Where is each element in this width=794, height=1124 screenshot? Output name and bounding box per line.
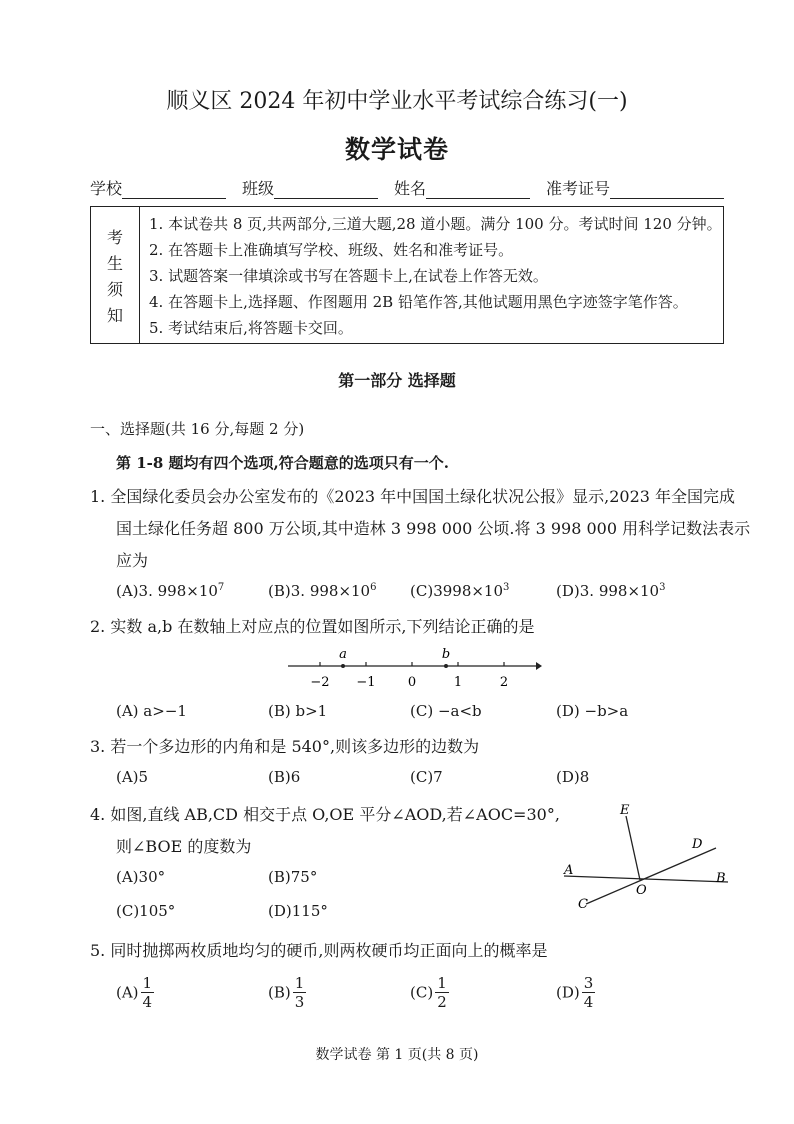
- point-a-label: a: [339, 647, 347, 662]
- q4-option-d: (D)115°: [268, 902, 328, 920]
- q2-option-c: (C) −a<b: [410, 702, 482, 720]
- label-c: C: [578, 897, 588, 912]
- school-field: [90, 176, 226, 199]
- name-label: 姓名: [394, 179, 427, 198]
- ray-oe: [626, 816, 640, 880]
- q4-line: 4. 如图,直线 AB,CD 相交于点 O,OE 平分∠AOD,若∠AOC=30°,: [90, 805, 560, 824]
- notice-list: [149, 211, 722, 341]
- q5-option-d: (D) $\frac{3}{4}$: [556, 974, 594, 1011]
- q1-option-c: $(C)3998\times 10^3$: [410, 582, 510, 600]
- point-b: [444, 664, 448, 668]
- notice-heading: [91, 207, 140, 343]
- line-ab: [564, 876, 728, 882]
- notice-box: [90, 206, 724, 344]
- number-line-figure: [284, 644, 546, 690]
- q4-option-a: (A)30°: [116, 868, 166, 886]
- notice-heading-char: 知: [106, 306, 123, 325]
- exam-subtitle: 数学试卷: [344, 135, 449, 164]
- notice-heading-char: 生: [106, 254, 123, 273]
- tick-label: 2: [499, 675, 509, 690]
- notice-item: 5. 考试结束后,将答题卡交回。: [149, 319, 353, 337]
- q3-option-d: (D)8: [556, 768, 590, 786]
- name-blank: [426, 180, 530, 199]
- label-b: B: [716, 871, 726, 886]
- school-label: 学校: [90, 179, 123, 198]
- q1-line: 国土绿化任务超 800 万公顷,其中造林 3 998 000 公顷.将 3 998 000 用科学记数法表示: [116, 519, 751, 538]
- q1-line: 1. 全国绿化委员会办公室发布的《2023 年中国国土绿化状况公报》显示,2023 年全国完成: [90, 487, 736, 506]
- point-a: [341, 664, 345, 668]
- number-line-arrow: [536, 662, 542, 670]
- notice-item: 4. 在答题卡上,选择题、作图题用 2B 铅笔作答,其他试题用黑色字迹签字笔作答。: [149, 293, 688, 311]
- label-d: D: [692, 837, 703, 852]
- exam-id-label: 准考证号: [546, 179, 611, 198]
- q2-option-d: (D) −b>a: [556, 702, 629, 720]
- name-field: [394, 176, 530, 199]
- q2-option-a: (A) a>−1: [116, 702, 187, 720]
- notice-item: 3. 试题答案一律填涂或书写在答题卡上,在试卷上作答无效。: [149, 267, 548, 285]
- notice-heading-char: 考: [106, 228, 123, 247]
- q1-line: 应为: [116, 551, 149, 570]
- class-field: [242, 176, 378, 199]
- tick-label: −2: [310, 675, 330, 690]
- q5-option-a: (A) $\frac{1}{4}$: [116, 974, 153, 1011]
- notice-heading-char: 须: [106, 280, 123, 299]
- q5-option-b: (B) $\frac{1}{3}$: [268, 974, 305, 1011]
- tick-label: −1: [356, 675, 376, 690]
- q2-option-b: (B) b>1: [268, 702, 328, 720]
- point-b-label: b: [441, 647, 451, 662]
- tick-label: 0: [407, 675, 417, 690]
- student-info-row: [90, 176, 726, 202]
- q4-option-b: (B)75°: [268, 868, 318, 886]
- section-intro: 第 1-8 题均有四个选项,符合题意的选项只有一个.: [116, 454, 449, 472]
- q4-option-c: (C)105°: [116, 902, 176, 920]
- q3-option-b: (B)6: [268, 768, 301, 786]
- tick-label: 1: [453, 675, 463, 690]
- q5-text: 5. 同时抛掷两枚质地均匀的硬币,则两枚硬币均正面向上的概率是: [90, 941, 548, 960]
- angle-figure: [556, 798, 736, 916]
- q1-option-d: (D)3. $998\times 10^3$: [556, 582, 666, 600]
- q2-text: 2. 实数 a,b 在数轴上对应点的位置如图所示,下列结论正确的是: [90, 617, 535, 636]
- exam-id-blank: [610, 180, 724, 199]
- class-blank: [274, 180, 378, 199]
- class-label: 班级: [242, 179, 275, 198]
- section-heading: 一、选择题(共 16 分,每题 2 分): [90, 420, 305, 438]
- q4-line: 则∠BOE 的度数为: [116, 837, 252, 856]
- q3-option-c: (C)7: [410, 768, 443, 786]
- q3-text: 3. 若一个多边形的内角和是 540°,则该多边形的边数为: [90, 737, 480, 756]
- label-a: A: [564, 863, 574, 878]
- label-e: E: [620, 803, 630, 818]
- section-title: 第一部分 选择题: [338, 371, 456, 390]
- exam-id-field: [546, 176, 724, 199]
- q5-option-c: (C) $\frac{1}{2}$: [410, 974, 447, 1011]
- exam-title: 顺义区 2024 年初中学业水平考试综合练习(一): [166, 89, 628, 114]
- school-blank: [122, 180, 226, 199]
- notice-item: 2. 在答题卡上准确填写学校、班级、姓名和准考证号。: [149, 241, 514, 259]
- line-cd: [586, 848, 716, 904]
- notice-item: 1. 本试卷共 8 页,共两部分,三道大题,28 道小题。满分 100 分。考试时间 120 分钟。: [149, 215, 722, 233]
- label-o: O: [636, 883, 647, 898]
- q1-option-a: (A)3. $998\times 10^7$: [116, 582, 225, 600]
- q1-option-b: (B)3. $998\times 10^6$: [268, 582, 377, 600]
- page-footer: 数学试卷 第 1 页(共 8 页): [315, 1047, 479, 1063]
- q3-option-a: (A)5: [116, 768, 149, 786]
